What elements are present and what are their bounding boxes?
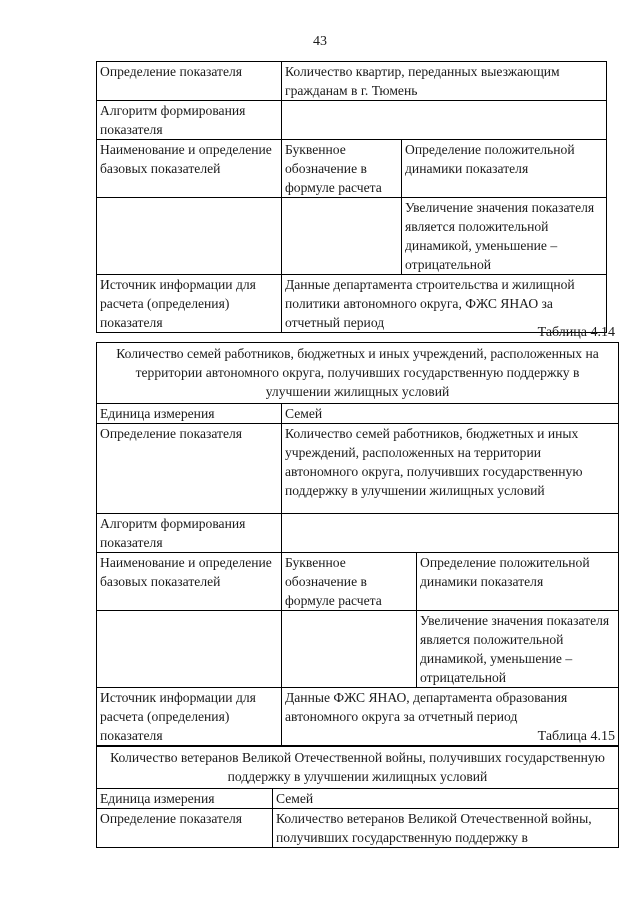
unit-label: Единица измерения [97,789,273,809]
algorithm-label: Алгоритм формирования показателя [97,514,282,553]
indicator-table-4-15 [96,746,619,848]
table-row [97,275,607,333]
table-row [97,198,607,275]
definition-value: Количество ветеранов Великой Отечественной войны, получивших государственную поддержку в [273,809,619,848]
algorithm-value [282,101,607,140]
source-value: Данные департамента строительства и жилищной политики автономного округа, ФЖС ЯНАО за отчетный период [282,275,607,333]
table-row [97,101,607,140]
table-row [97,140,607,198]
base-indicators-value [97,611,282,688]
table-row [97,611,619,688]
algorithm-value [282,514,619,553]
positive-dynamics-label: Определение положительной динамики показателя [402,140,607,198]
table-row [97,789,619,809]
positive-dynamics-value: Увеличение значения показателя является положительной динамикой, уменьшение – отрицательной [402,198,607,275]
unit-value: Семей [273,789,619,809]
definition-value: Количество семей работников, бюджетных и иных учреждений, расположенных на территории автономного округа, получивших государственную поддержку в улучшении жилищных условий [282,424,619,514]
table-row [97,404,619,424]
base-indicators-label: Наименование и определение базовых показателей [97,140,282,198]
table-row [97,424,619,514]
table-title: Количество семей работников, бюджетных и иных учреждений, расположенных на территории автономного округа, получивших государственную поддержку в улучшении жилищных условий [97,343,619,404]
source-label: Источник информации для расчета (определения) показателя [97,275,282,333]
unit-label: Единица измерения [97,404,282,424]
table-row [97,747,619,789]
table-caption-4-15: Таблица 4.15 [537,729,615,744]
letter-designation-value [282,611,417,688]
table-row [97,343,619,404]
page-number: 43 [313,34,327,49]
table-title: Количество ветеранов Великой Отечественной войны, получивших государственную поддержку в улучшении жилищных условий [97,747,619,789]
indicator-table-continued [96,61,607,333]
indicator-table-4-14 [96,342,619,746]
definition-label: Определение показателя [97,424,282,514]
table-row [97,514,619,553]
letter-designation-value [282,198,402,275]
definition-label: Определение показателя [97,62,282,101]
base-indicators-label: Наименование и определение базовых показателей [97,553,282,611]
letter-designation-label: Буквенное обозначение в формуле расчета [282,553,417,611]
table-row [97,62,607,101]
positive-dynamics-label: Определение положительной динамики показателя [417,553,619,611]
table-caption-4-14: Таблица 4.14 [537,325,615,340]
source-label: Источник информации для расчета (определения) показателя [97,688,282,746]
table-row [97,809,619,848]
definition-label: Определение показателя [97,809,273,848]
base-indicators-value [97,198,282,275]
table-row [97,553,619,611]
source-value: Данные ФЖС ЯНАО, департамента образования автономного округа за отчетный период [282,688,619,746]
letter-designation-label: Буквенное обозначение в формуле расчета [282,140,402,198]
definition-value: Количество квартир, переданных выезжающим гражданам в г. Тюмень [282,62,607,101]
positive-dynamics-value: Увеличение значения показателя является положительной динамикой, уменьшение – отрицательной [417,611,619,688]
algorithm-label: Алгоритм формирования показателя [97,101,282,140]
unit-value: Семей [282,404,619,424]
